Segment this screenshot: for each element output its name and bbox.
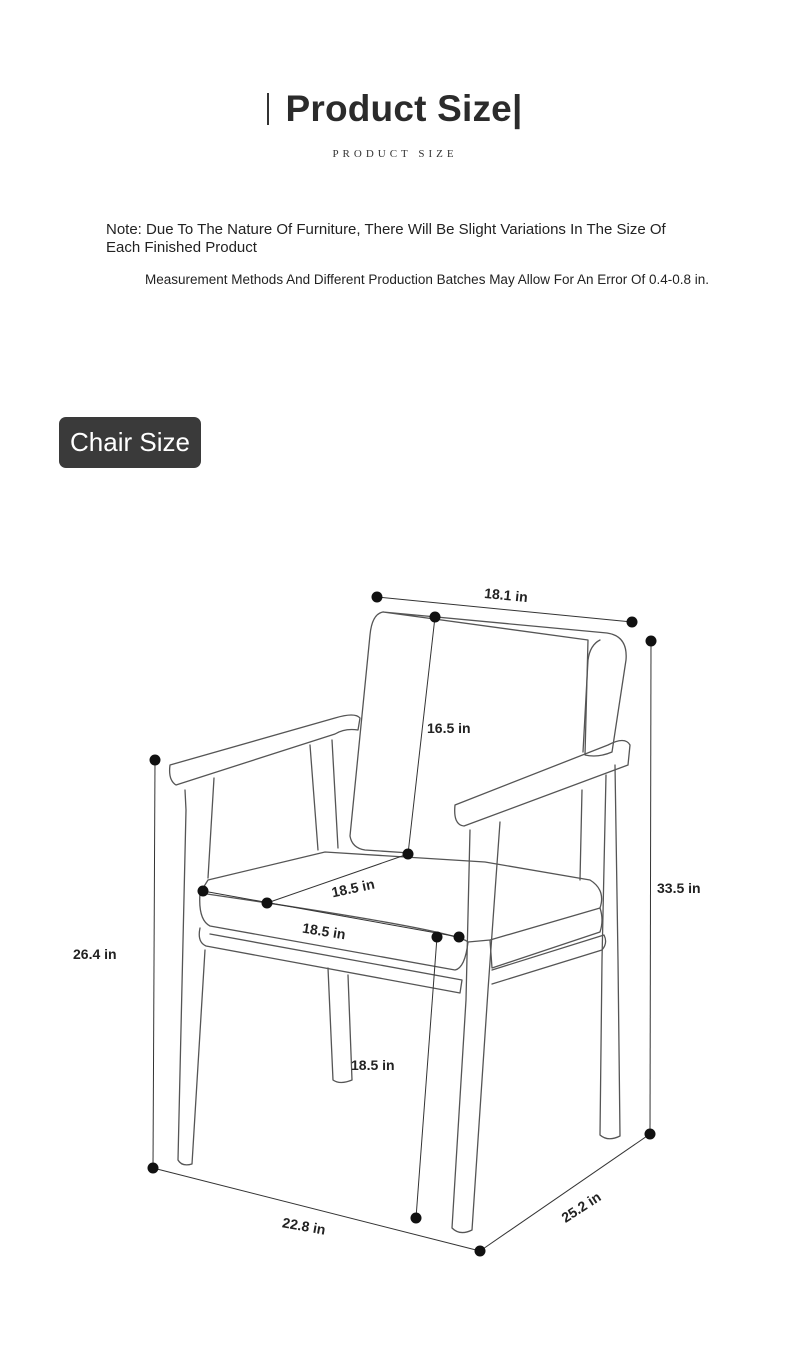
- dim-base-depth-line: [480, 1134, 650, 1251]
- chair-right-armrest: [455, 741, 630, 827]
- dot-seat-height-top: [432, 932, 443, 943]
- dimension-labels: [73, 585, 701, 1238]
- dot-back-top: [430, 612, 441, 623]
- chair-back-left-leg: [328, 968, 352, 1083]
- dot-arm-top: [150, 755, 161, 766]
- label-base-width: 22.8 in: [281, 1214, 327, 1238]
- dot-base-corner: [475, 1246, 486, 1257]
- chair-left-back-post: [310, 740, 338, 850]
- dot-total-top: [646, 636, 657, 647]
- chair-side-rail: [492, 935, 606, 984]
- dim-seat-height-line: [416, 937, 437, 1218]
- dim-total-height-line: [650, 641, 651, 1134]
- label-arm-height: 26.4 in: [73, 946, 117, 962]
- chair-right-arm-post: [452, 822, 500, 1233]
- label-back-height: 16.5 in: [427, 720, 471, 736]
- dot-top-width-right: [627, 617, 638, 628]
- dot-seat-width-left: [198, 886, 209, 897]
- dimension-dots: [148, 592, 657, 1257]
- chair-seat-right: [490, 908, 602, 968]
- chair-left-arm-post: [178, 778, 214, 1165]
- chair-left-armrest: [170, 715, 360, 785]
- chair-backrest: [383, 612, 626, 756]
- page-title: Product Size|: [285, 88, 523, 129]
- chair-right-back-post: [580, 765, 620, 1139]
- dot-seat-width-right: [454, 932, 465, 943]
- dot-seat-depth-front: [262, 898, 273, 909]
- dot-total-bottom: [645, 1129, 656, 1140]
- label-seat-height: 18.5 in: [351, 1057, 395, 1073]
- dot-top-width-left: [372, 592, 383, 603]
- chair-seat: [200, 852, 602, 942]
- chair-illustration: [170, 612, 630, 1233]
- label-seat-width: 18.5 in: [301, 919, 347, 943]
- error-note: Measurement Methods And Different Production Batches May Allow For An Error Of 0.4-0.8 in.: [145, 272, 710, 287]
- dot-arm-bottom: [148, 1163, 159, 1174]
- label-seat-depth: 18.5 in: [330, 875, 376, 901]
- chair-backrest-panel: [350, 612, 410, 853]
- label-top-width: 18.1 in: [483, 584, 529, 606]
- label-total-height: 33.5 in: [657, 880, 701, 896]
- size-note: Note: Due To The Nature Of Furniture, There Will Be Slight Variations In The Size Of Each Finished Product: [106, 221, 666, 256]
- chair-size-badge: Chair Size: [59, 417, 201, 468]
- dim-arm-height-line: [153, 760, 155, 1168]
- dimension-lines: [153, 597, 651, 1251]
- page-subtitle: PRODUCT SIZE: [332, 148, 458, 160]
- dot-back-bottom: [403, 849, 414, 860]
- dot-seat-height-bottom: [411, 1213, 422, 1224]
- dim-base-width-line: [153, 1168, 480, 1251]
- label-base-depth: 25.2 in: [558, 1188, 604, 1226]
